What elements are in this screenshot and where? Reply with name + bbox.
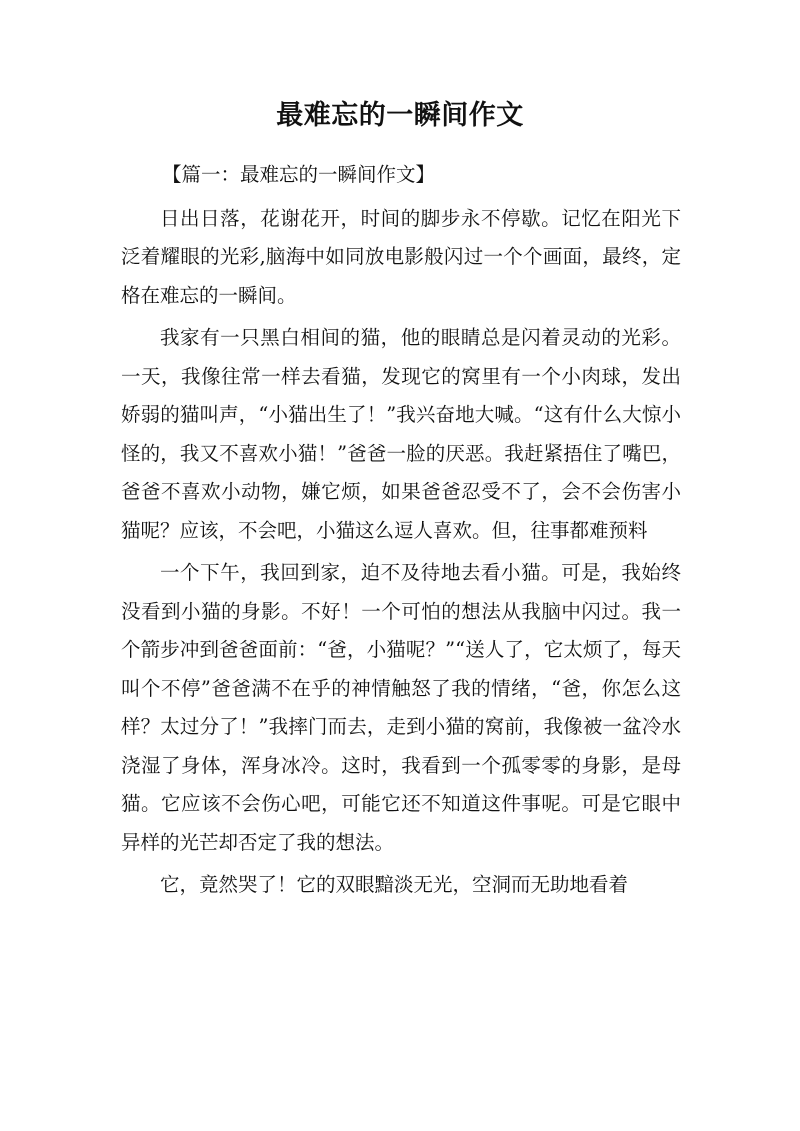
document-body bbox=[121, 156, 681, 909]
document-title: 最难忘的一瞬间作文 bbox=[276, 100, 524, 131]
paragraph: 它，竟然哭了！它的双眼黯淡无光，空洞而无助地看着 bbox=[160, 873, 629, 896]
paragraph: 日出日落，花谢花开，时间的脚步永不停歇。记忆在阳光下泛着耀眼的光彩,脑海中如同放电影般闪过一个个画面，最终，定格在难忘的一瞬间。 bbox=[121, 206, 681, 307]
paragraph: 我家有一只黑白相间的猫，他的眼睛总是闪着灵动的光彩。一天，我像往常一样去看猫，发现它的窝里有一个小肉球，发出娇弱的猫叫声，“小猫出生了！”我兴奋地大喊。“这有什么大惊小怪的，我又不喜欢小猫！”爸爸一脸的厌恶。我赶紧捂住了嘴巴，爸爸不喜欢小动物，嫌它烦，如果爸爸忍受不了，会不会伤害小猫呢？应该，不会吧，小猫这么逗人喜欢。但，往事都难预料 bbox=[121, 326, 681, 542]
section-heading: 【篇一：最难忘的一瞬间作文】 bbox=[162, 163, 436, 186]
paragraph: 一个下午，我回到家，迫不及待地去看小猫。可是，我始终没看到小猫的身影。不好！一个可怕的想法从我脑中闪过。我一个箭步冲到爸爸面前：“爸，小猫呢？”“送人了，它太烦了，每天叫个不停”爸爸满不在乎的神情触怒了我的情绪，“爸，你怎么这样？太过分了！”我摔门而去，走到小猫的窝前，我像被一盆冷水浇湿了身体，浑身冰冷。这时，我看到一个孤零零的身影，是母猫。它应该不会伤心吧，可能它还不知道这件事呢。可是它眼中异样的光芒却否定了我的想法。 bbox=[121, 561, 681, 854]
